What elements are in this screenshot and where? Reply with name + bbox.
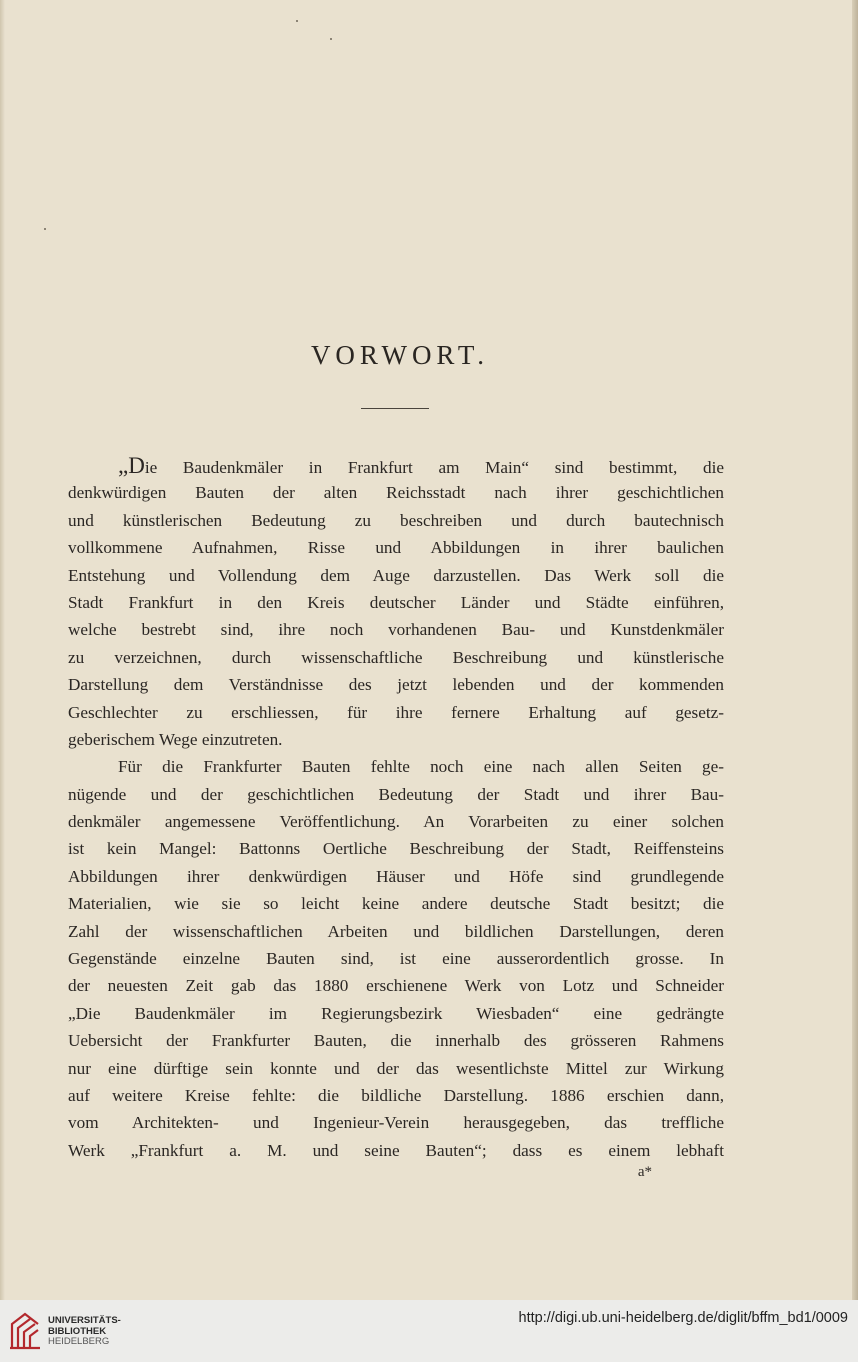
text-line: geberischem Wege einzutreten. xyxy=(68,729,283,749)
text-line: Geschlechter zu erschliessen, für ihre fernere Erhaltung auf gesetz- xyxy=(68,702,724,722)
text-line: denkwürdigen Bauten der alten Reichsstadt nach ihrer geschichtlichen xyxy=(68,483,724,503)
title-rule xyxy=(361,408,429,409)
text-line: vom Architekten- und Ingenieur-Verein herausgegeben, das treffliche xyxy=(68,1113,724,1133)
signature-mark: a* xyxy=(637,1164,652,1180)
library-name-line: BIBLIOTHEK xyxy=(48,1325,107,1337)
page-title: VORWORT. xyxy=(310,340,490,370)
text-line: und künstlerischen Bedeutung zu beschreiben und durch bautechnisch xyxy=(68,510,724,530)
text-line: Entstehung und Vollendung dem Auge darzustellen. Das Werk soll die xyxy=(68,565,724,585)
text-line: Stadt Frankfurt in den Kreis deutscher Länder und Städte einführen, xyxy=(68,592,724,612)
paper-speck xyxy=(330,38,332,40)
page-left-edge xyxy=(0,0,5,1300)
text-line: „Die Baudenkmäler in Frankfurt am Main“ sind bestimmt, die xyxy=(118,453,724,478)
text-line: welche bestrebt sind, ihre noch vorhandenen Bau- und Kunstdenkmäler xyxy=(68,620,724,640)
text-line: nur eine dürftige sein konnte und der das wesentlichste Mittel zur Wirkung xyxy=(68,1058,724,1078)
text-line: vollkommene Aufnahmen, Risse und Abbildungen in ihrer baulichen xyxy=(68,538,724,558)
viewer-footer xyxy=(0,1300,858,1362)
text-line: auf weitere Kreise fehlte: die bildliche Darstellung. 1886 erschien dann, xyxy=(68,1085,724,1105)
text-line: denkmäler angemessene Veröffentlichung. An Vorarbeiten zu einer solchen xyxy=(68,812,724,832)
text-line: Darstellung dem Verständnisse des jetzt lebenden und der kommenden xyxy=(68,675,724,695)
text-line: Werk „Frankfurt a. M. und seine Bauten“; dass es einem lebhaft xyxy=(68,1140,724,1160)
text-line: Für die Frankfurter Bauten fehlte noch eine nach allen Seiten ge- xyxy=(118,757,724,777)
permalink-url[interactable]: http://digi.ub.uni-heidelberg.de/diglit/bffm_bd1/0009 xyxy=(518,1310,848,1326)
text-line: Abbildungen ihrer denkwürdigen Häuser und Höfe sind grundlegende xyxy=(68,866,724,886)
library-city: HEIDELBERG xyxy=(48,1336,110,1347)
library-name[interactable] xyxy=(48,1316,121,1348)
text-line: Zahl der wissenschaftlichen Arbeiten und bildlichen Darstellungen, deren xyxy=(68,921,724,941)
university-library-logo-icon xyxy=(8,1310,42,1352)
text-line: Uebersicht der Frankfurter Bauten, die innerhalb des grösseren Rahmens xyxy=(68,1031,724,1051)
body-text xyxy=(68,452,724,1164)
paper-speck xyxy=(44,228,46,230)
library-name-line: UNIVERSITÄTS- xyxy=(48,1315,121,1326)
text-line: Materialien, wie sie so leicht keine andere deutsche Stadt besitzt; die xyxy=(68,894,724,914)
paper-speck xyxy=(296,20,298,22)
page-right-edge xyxy=(852,0,858,1300)
text-line: der neuesten Zeit gab das 1880 erschienene Werk von Lotz und Schneider xyxy=(68,976,724,996)
text-line: „Die Baudenkmäler im Regierungsbezirk Wiesbaden“ eine gedrängte xyxy=(68,1003,724,1023)
text-line: Gegenstände einzelne Bauten sind, ist eine ausserordentlich grosse. In xyxy=(68,949,724,969)
text-line: zu verzeichnen, durch wissenschaftliche Beschreibung und künstlerische xyxy=(68,647,724,667)
text-line: nügende und der geschichtlichen Bedeutung der Stadt und ihrer Bau- xyxy=(68,784,724,804)
drop-cap: „D xyxy=(118,453,145,478)
text-line: ist kein Mangel: Battonns Oertliche Beschreibung der Stadt, Reiffensteins xyxy=(68,839,724,859)
